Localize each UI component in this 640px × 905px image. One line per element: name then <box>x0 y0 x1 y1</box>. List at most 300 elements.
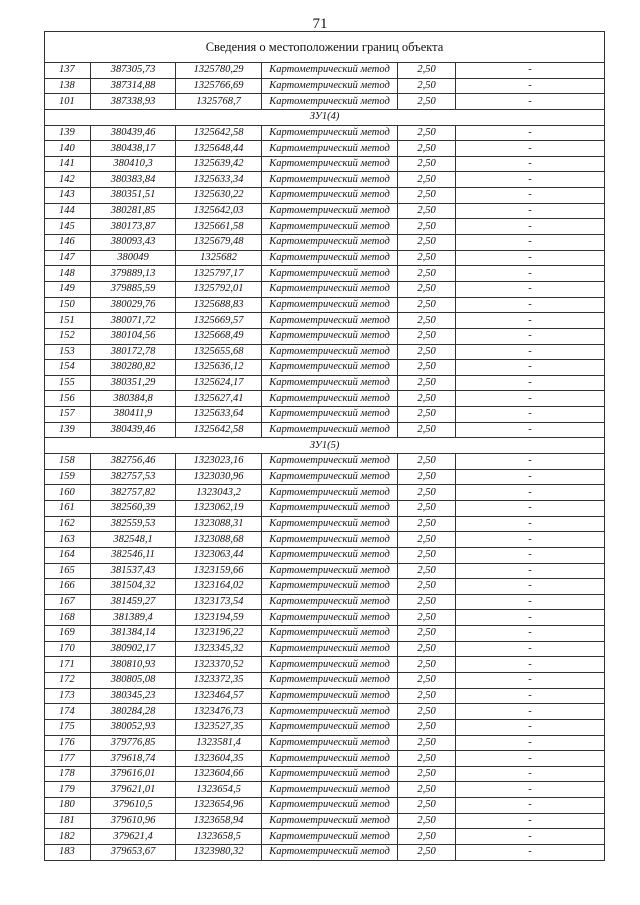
coordinate-y-cell: 1323173,54 <box>176 594 262 610</box>
coordinate-y-cell: 1325642,58 <box>176 125 262 141</box>
accuracy-cell: 2,50 <box>398 281 456 297</box>
coordinate-y-cell: 1323088,31 <box>176 516 262 532</box>
coordinate-x-cell: 380351,51 <box>91 188 176 204</box>
table-row <box>45 78 605 94</box>
coordinate-y-cell: 1325797,17 <box>176 266 262 282</box>
method-cell: Картометрический метод <box>262 78 398 94</box>
coordinate-x-cell: 387305,73 <box>91 63 176 79</box>
point-number-cell: 175 <box>45 719 91 735</box>
description-cell: - <box>456 829 605 845</box>
table-row <box>45 641 605 657</box>
accuracy-cell: 2,50 <box>398 782 456 798</box>
accuracy-cell: 2,50 <box>398 766 456 782</box>
method-cell: Картометрический метод <box>262 391 398 407</box>
coordinate-x-cell: 380281,85 <box>91 203 176 219</box>
method-cell: Картометрический метод <box>262 751 398 767</box>
point-number-cell: 174 <box>45 704 91 720</box>
accuracy-cell: 2,50 <box>398 829 456 845</box>
coordinate-x-cell: 381504,32 <box>91 579 176 595</box>
method-cell: Картометрический метод <box>262 547 398 563</box>
table-row <box>45 563 605 579</box>
accuracy-cell: 2,50 <box>398 641 456 657</box>
table-row <box>45 281 605 297</box>
point-number-cell: 171 <box>45 657 91 673</box>
method-cell: Картометрический метод <box>262 579 398 595</box>
coordinate-x-cell: 380029,76 <box>91 297 176 313</box>
coordinate-y-cell: 1323043,2 <box>176 485 262 501</box>
accuracy-cell: 2,50 <box>398 485 456 501</box>
table-row <box>45 172 605 188</box>
method-cell: Картометрический метод <box>262 813 398 829</box>
point-number-cell: 176 <box>45 735 91 751</box>
description-cell: - <box>456 422 605 438</box>
point-number-cell: 177 <box>45 751 91 767</box>
accuracy-cell: 2,50 <box>398 798 456 814</box>
point-number-cell: 179 <box>45 782 91 798</box>
point-number-cell: 156 <box>45 391 91 407</box>
description-cell: - <box>456 500 605 516</box>
description-cell: - <box>456 94 605 110</box>
point-number-cell: 165 <box>45 563 91 579</box>
point-number-cell: 139 <box>45 125 91 141</box>
point-number-cell: 151 <box>45 313 91 329</box>
description-cell: - <box>456 485 605 501</box>
table-row <box>45 375 605 391</box>
coordinate-y-cell: 1323581,4 <box>176 735 262 751</box>
coordinate-y-cell: 1325669,57 <box>176 313 262 329</box>
point-number-cell: 182 <box>45 829 91 845</box>
description-cell: - <box>456 328 605 344</box>
method-cell: Картометрический метод <box>262 344 398 360</box>
coordinate-x-cell: 379616,01 <box>91 766 176 782</box>
table-row <box>45 813 605 829</box>
method-cell: Картометрический метод <box>262 798 398 814</box>
coordinate-x-cell: 380284,28 <box>91 704 176 720</box>
method-cell: Картометрический метод <box>262 172 398 188</box>
table-row <box>45 657 605 673</box>
description-cell: - <box>456 203 605 219</box>
description-cell: - <box>456 63 605 79</box>
point-number-cell: 181 <box>45 813 91 829</box>
accuracy-cell: 2,50 <box>398 516 456 532</box>
table-row <box>45 219 605 235</box>
coordinate-x-cell: 387314,88 <box>91 78 176 94</box>
coordinate-x-cell: 379610,5 <box>91 798 176 814</box>
coordinate-x-cell: 379621,01 <box>91 782 176 798</box>
section-header-row <box>45 438 605 454</box>
coordinate-y-cell: 1323658,5 <box>176 829 262 845</box>
coordinate-y-cell: 1323023,16 <box>176 454 262 470</box>
coordinate-y-cell: 1323062,19 <box>176 500 262 516</box>
table-row <box>45 516 605 532</box>
method-cell: Картометрический метод <box>262 407 398 423</box>
coordinate-y-cell: 1325679,48 <box>176 235 262 251</box>
description-cell: - <box>456 547 605 563</box>
description-cell: - <box>456 626 605 642</box>
table-row <box>45 203 605 219</box>
table-row <box>45 94 605 110</box>
accuracy-cell: 2,50 <box>398 172 456 188</box>
coordinate-y-cell: 1323464,57 <box>176 688 262 704</box>
coordinate-y-cell: 1325636,12 <box>176 360 262 376</box>
coordinate-y-cell: 1323604,66 <box>176 766 262 782</box>
method-cell: Картометрический метод <box>262 281 398 297</box>
coordinate-x-cell: 379653,67 <box>91 845 176 861</box>
point-number-cell: 139 <box>45 422 91 438</box>
description-cell: - <box>456 469 605 485</box>
description-cell: - <box>456 141 605 157</box>
method-cell: Картометрический метод <box>262 845 398 861</box>
coordinate-x-cell: 380439,46 <box>91 422 176 438</box>
coordinate-x-cell: 380104,56 <box>91 328 176 344</box>
description-cell: - <box>456 563 605 579</box>
accuracy-cell: 2,50 <box>398 688 456 704</box>
accuracy-cell: 2,50 <box>398 328 456 344</box>
accuracy-cell: 2,50 <box>398 313 456 329</box>
method-cell: Картометрический метод <box>262 829 398 845</box>
point-number-cell: 138 <box>45 78 91 94</box>
description-cell: - <box>456 454 605 470</box>
method-cell: Картометрический метод <box>262 485 398 501</box>
table-row <box>45 266 605 282</box>
description-cell: - <box>456 751 605 767</box>
point-number-cell: 161 <box>45 500 91 516</box>
method-cell: Картометрический метод <box>262 782 398 798</box>
accuracy-cell: 2,50 <box>398 141 456 157</box>
table-row <box>45 391 605 407</box>
coordinate-x-cell: 379610,96 <box>91 813 176 829</box>
table-row <box>45 845 605 861</box>
coordinate-y-cell: 1323370,52 <box>176 657 262 673</box>
table-row <box>45 250 605 266</box>
description-cell: - <box>456 250 605 266</box>
description-cell: - <box>456 375 605 391</box>
coordinate-y-cell: 1325627,41 <box>176 391 262 407</box>
description-cell: - <box>456 344 605 360</box>
coordinate-x-cell: 382756,46 <box>91 454 176 470</box>
accuracy-cell: 2,50 <box>398 235 456 251</box>
accuracy-cell: 2,50 <box>398 78 456 94</box>
coordinate-x-cell: 387338,93 <box>91 94 176 110</box>
accuracy-cell: 2,50 <box>398 407 456 423</box>
accuracy-cell: 2,50 <box>398 751 456 767</box>
method-cell: Картометрический метод <box>262 250 398 266</box>
table-row <box>45 798 605 814</box>
coordinate-x-cell: 380810,93 <box>91 657 176 673</box>
point-number-cell: 148 <box>45 266 91 282</box>
method-cell: Картометрический метод <box>262 532 398 548</box>
coordinate-y-cell: 1325682 <box>176 250 262 266</box>
accuracy-cell: 2,50 <box>398 219 456 235</box>
coordinate-y-cell: 1325630,22 <box>176 188 262 204</box>
coordinate-y-cell: 1323196,22 <box>176 626 262 642</box>
coordinate-y-cell: 1325633,34 <box>176 172 262 188</box>
coordinate-y-cell: 1323980,32 <box>176 845 262 861</box>
table-row <box>45 188 605 204</box>
point-number-cell: 167 <box>45 594 91 610</box>
accuracy-cell: 2,50 <box>398 500 456 516</box>
table-row <box>45 704 605 720</box>
table-row <box>45 141 605 157</box>
description-cell: - <box>456 281 605 297</box>
method-cell: Картометрический метод <box>262 500 398 516</box>
method-cell: Картометрический метод <box>262 360 398 376</box>
method-cell: Картометрический метод <box>262 313 398 329</box>
point-number-cell: 166 <box>45 579 91 595</box>
accuracy-cell: 2,50 <box>398 704 456 720</box>
description-cell: - <box>456 266 605 282</box>
table-row <box>45 125 605 141</box>
coordinate-y-cell: 1323164,02 <box>176 579 262 595</box>
point-number-cell: 154 <box>45 360 91 376</box>
accuracy-cell: 2,50 <box>398 594 456 610</box>
coordinate-y-cell: 1323345,32 <box>176 641 262 657</box>
coordinate-x-cell: 382559,53 <box>91 516 176 532</box>
method-cell: Картометрический метод <box>262 563 398 579</box>
table-row <box>45 360 605 376</box>
description-cell: - <box>456 297 605 313</box>
point-number-cell: 140 <box>45 141 91 157</box>
description-cell: - <box>456 391 605 407</box>
description-cell: - <box>456 688 605 704</box>
description-cell: - <box>456 798 605 814</box>
accuracy-cell: 2,50 <box>398 610 456 626</box>
table-row <box>45 235 605 251</box>
coordinate-y-cell: 1325668,49 <box>176 328 262 344</box>
description-cell: - <box>456 156 605 172</box>
description-cell: - <box>456 719 605 735</box>
coordinate-y-cell: 1323527,35 <box>176 719 262 735</box>
coordinate-y-cell: 1323372,35 <box>176 672 262 688</box>
method-cell: Картометрический метод <box>262 375 398 391</box>
table-row <box>45 782 605 798</box>
method-cell: Картометрический метод <box>262 610 398 626</box>
point-number-cell: 169 <box>45 626 91 642</box>
point-number-cell: 158 <box>45 454 91 470</box>
coordinate-x-cell: 380438,17 <box>91 141 176 157</box>
accuracy-cell: 2,50 <box>398 469 456 485</box>
table-row <box>45 500 605 516</box>
point-number-cell: 152 <box>45 328 91 344</box>
accuracy-cell: 2,50 <box>398 203 456 219</box>
section-header-row <box>45 109 605 125</box>
coordinate-y-cell: 1323088,68 <box>176 532 262 548</box>
accuracy-cell: 2,50 <box>398 657 456 673</box>
section-label: ЗУ1(4) <box>45 109 605 125</box>
boundary-table <box>44 31 605 861</box>
method-cell: Картометрический метод <box>262 297 398 313</box>
coordinate-y-cell: 1323654,5 <box>176 782 262 798</box>
point-number-cell: 146 <box>45 235 91 251</box>
coordinate-y-cell: 1325780,29 <box>176 63 262 79</box>
description-cell: - <box>456 172 605 188</box>
coordinate-x-cell: 380439,46 <box>91 125 176 141</box>
coordinate-x-cell: 381537,43 <box>91 563 176 579</box>
accuracy-cell: 2,50 <box>398 94 456 110</box>
coordinate-x-cell: 380805,08 <box>91 672 176 688</box>
method-cell: Картометрический метод <box>262 688 398 704</box>
method-cell: Картометрический метод <box>262 219 398 235</box>
coordinate-y-cell: 1325768,7 <box>176 94 262 110</box>
table-row <box>45 547 605 563</box>
point-number-cell: 178 <box>45 766 91 782</box>
table-row <box>45 672 605 688</box>
method-cell: Картометрический метод <box>262 203 398 219</box>
coordinate-y-cell: 1323063,44 <box>176 547 262 563</box>
method-cell: Картометрический метод <box>262 188 398 204</box>
point-number-cell: 172 <box>45 672 91 688</box>
method-cell: Картометрический метод <box>262 328 398 344</box>
coordinate-x-cell: 382560,39 <box>91 500 176 516</box>
section-label: ЗУ1(5) <box>45 438 605 454</box>
description-cell: - <box>456 78 605 94</box>
coordinate-x-cell: 379618,74 <box>91 751 176 767</box>
point-number-cell: 168 <box>45 610 91 626</box>
description-cell: - <box>456 407 605 423</box>
accuracy-cell: 2,50 <box>398 156 456 172</box>
table-row <box>45 485 605 501</box>
accuracy-cell: 2,50 <box>398 532 456 548</box>
table-row <box>45 156 605 172</box>
method-cell: Картометрический метод <box>262 266 398 282</box>
description-cell: - <box>456 813 605 829</box>
point-number-cell: 157 <box>45 407 91 423</box>
point-number-cell: 173 <box>45 688 91 704</box>
table-row <box>45 829 605 845</box>
table-row <box>45 454 605 470</box>
point-number-cell: 163 <box>45 532 91 548</box>
table-row <box>45 532 605 548</box>
accuracy-cell: 2,50 <box>398 391 456 407</box>
accuracy-cell: 2,50 <box>398 579 456 595</box>
description-cell: - <box>456 657 605 673</box>
point-number-cell: 160 <box>45 485 91 501</box>
point-number-cell: 101 <box>45 94 91 110</box>
method-cell: Картометрический метод <box>262 626 398 642</box>
coordinate-x-cell: 380410,3 <box>91 156 176 172</box>
table-row <box>45 469 605 485</box>
description-cell: - <box>456 610 605 626</box>
method-cell: Картометрический метод <box>262 594 398 610</box>
method-cell: Картометрический метод <box>262 704 398 720</box>
coordinate-y-cell: 1325639,42 <box>176 156 262 172</box>
accuracy-cell: 2,50 <box>398 375 456 391</box>
accuracy-cell: 2,50 <box>398 344 456 360</box>
coordinate-x-cell: 382757,53 <box>91 469 176 485</box>
description-cell: - <box>456 845 605 861</box>
accuracy-cell: 2,50 <box>398 626 456 642</box>
coordinate-y-cell: 1323654,96 <box>176 798 262 814</box>
accuracy-cell: 2,50 <box>398 125 456 141</box>
coordinate-x-cell: 380173,87 <box>91 219 176 235</box>
method-cell: Картометрический метод <box>262 672 398 688</box>
coordinate-y-cell: 1325633,64 <box>176 407 262 423</box>
coordinate-x-cell: 380071,72 <box>91 313 176 329</box>
coordinate-y-cell: 1325655,68 <box>176 344 262 360</box>
coordinate-y-cell: 1325642,03 <box>176 203 262 219</box>
description-cell: - <box>456 188 605 204</box>
description-cell: - <box>456 641 605 657</box>
coordinate-x-cell: 380351,29 <box>91 375 176 391</box>
accuracy-cell: 2,50 <box>398 813 456 829</box>
description-cell: - <box>456 516 605 532</box>
table-row <box>45 297 605 313</box>
method-cell: Картометрический метод <box>262 516 398 532</box>
point-number-cell: 159 <box>45 469 91 485</box>
description-cell: - <box>456 125 605 141</box>
coordinate-x-cell: 379885,59 <box>91 281 176 297</box>
table-row <box>45 422 605 438</box>
point-number-cell: 142 <box>45 172 91 188</box>
point-number-cell: 170 <box>45 641 91 657</box>
method-cell: Картометрический метод <box>262 141 398 157</box>
table-row <box>45 344 605 360</box>
accuracy-cell: 2,50 <box>398 672 456 688</box>
coordinate-y-cell: 1325624,17 <box>176 375 262 391</box>
description-cell: - <box>456 579 605 595</box>
accuracy-cell: 2,50 <box>398 454 456 470</box>
method-cell: Картометрический метод <box>262 657 398 673</box>
coordinate-x-cell: 380049 <box>91 250 176 266</box>
point-number-cell: 141 <box>45 156 91 172</box>
description-cell: - <box>456 672 605 688</box>
coordinate-y-cell: 1325661,58 <box>176 219 262 235</box>
point-number-cell: 149 <box>45 281 91 297</box>
table-row <box>45 751 605 767</box>
point-number-cell: 183 <box>45 845 91 861</box>
coordinate-x-cell: 382546,11 <box>91 547 176 563</box>
accuracy-cell: 2,50 <box>398 188 456 204</box>
coordinate-x-cell: 380280,82 <box>91 360 176 376</box>
coordinate-y-cell: 1323658,94 <box>176 813 262 829</box>
description-cell: - <box>456 532 605 548</box>
accuracy-cell: 2,50 <box>398 735 456 751</box>
coordinate-y-cell: 1323604,35 <box>176 751 262 767</box>
table-row <box>45 610 605 626</box>
description-cell: - <box>456 735 605 751</box>
coordinate-y-cell: 1325766,69 <box>176 78 262 94</box>
point-number-cell: 144 <box>45 203 91 219</box>
coordinate-y-cell: 1323030,96 <box>176 469 262 485</box>
accuracy-cell: 2,50 <box>398 360 456 376</box>
coordinate-x-cell: 382757,82 <box>91 485 176 501</box>
boundary-sheet <box>44 31 604 861</box>
table-row <box>45 579 605 595</box>
method-cell: Картометрический метод <box>262 766 398 782</box>
point-number-cell: 143 <box>45 188 91 204</box>
accuracy-cell: 2,50 <box>398 250 456 266</box>
point-number-cell: 162 <box>45 516 91 532</box>
method-cell: Картометрический метод <box>262 63 398 79</box>
point-number-cell: 164 <box>45 547 91 563</box>
coordinate-x-cell: 381459,27 <box>91 594 176 610</box>
coordinate-x-cell: 380384,8 <box>91 391 176 407</box>
point-number-cell: 150 <box>45 297 91 313</box>
page-number: 71 <box>312 16 328 32</box>
table-row <box>45 594 605 610</box>
method-cell: Картометрический метод <box>262 156 398 172</box>
accuracy-cell: 2,50 <box>398 63 456 79</box>
description-cell: - <box>456 219 605 235</box>
coordinate-y-cell: 1325688,83 <box>176 297 262 313</box>
coordinate-y-cell: 1323159,66 <box>176 563 262 579</box>
coordinate-x-cell: 379776,85 <box>91 735 176 751</box>
point-number-cell: 147 <box>45 250 91 266</box>
table-row <box>45 626 605 642</box>
point-number-cell: 137 <box>45 63 91 79</box>
accuracy-cell: 2,50 <box>398 297 456 313</box>
coordinate-x-cell: 380093,43 <box>91 235 176 251</box>
